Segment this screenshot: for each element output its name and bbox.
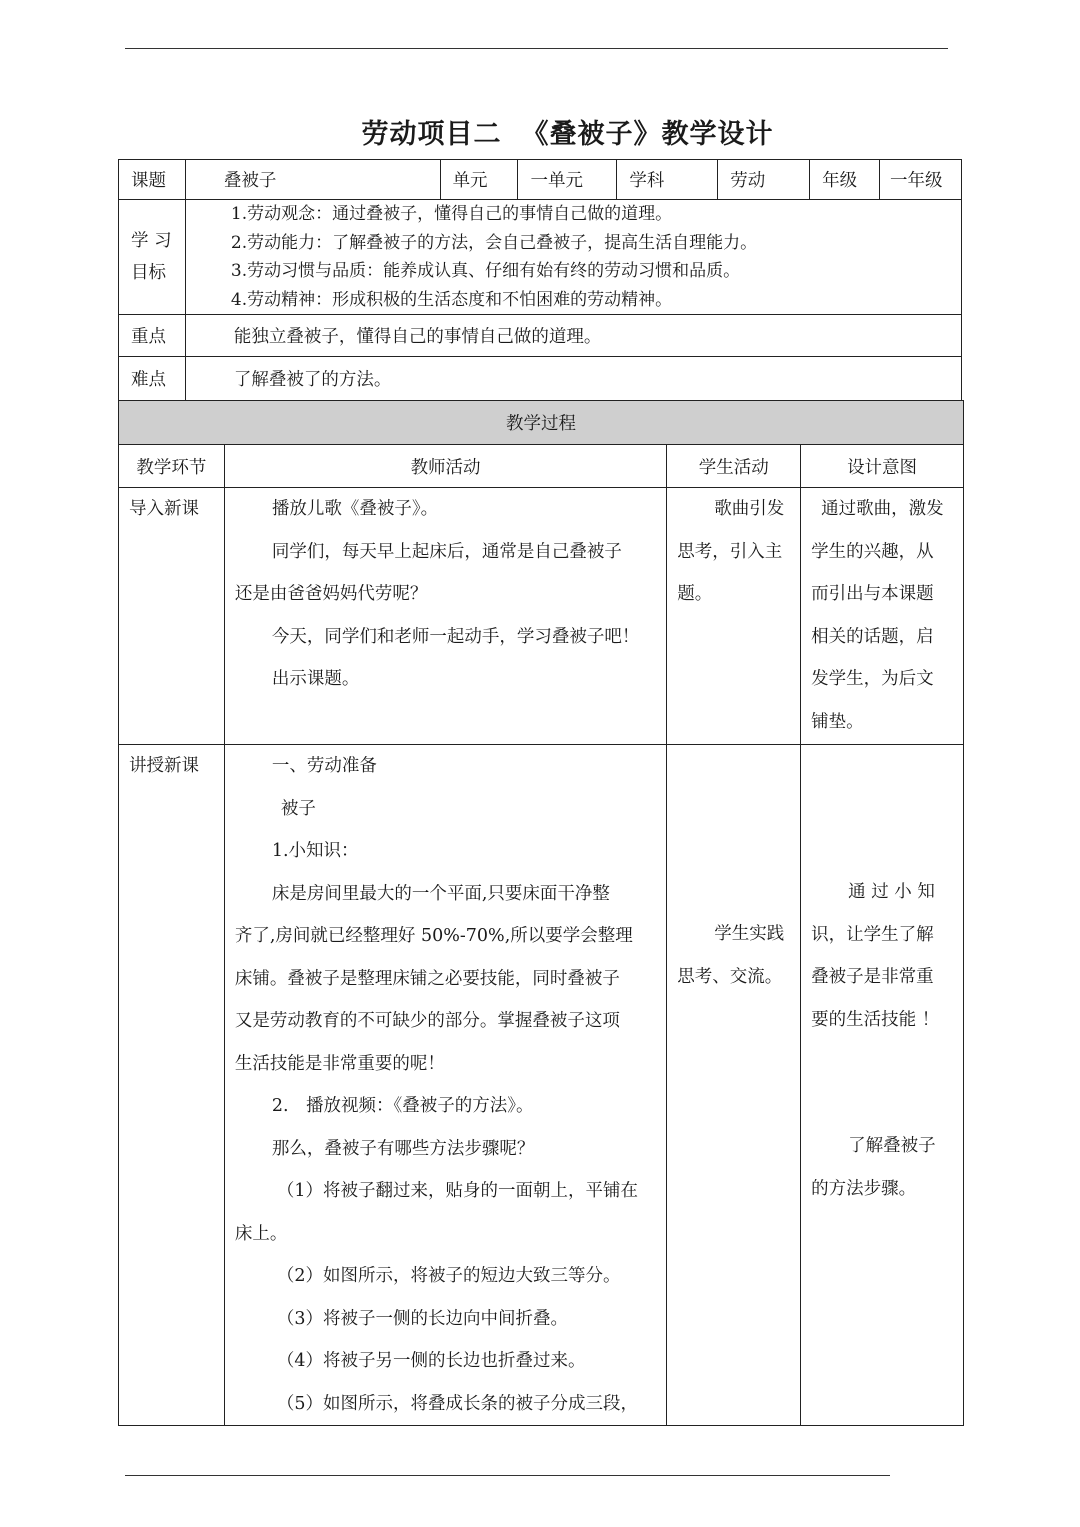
subject-label: 学科 (617, 160, 718, 200)
text-line: 还是由爸爸妈妈代劳呢？ (234, 584, 428, 604)
grade-label: 年级 (810, 160, 880, 200)
text-line: 播放儿歌《叠被子》。 (271, 499, 439, 519)
text-line: 发学生，为后文 (811, 669, 934, 689)
objectives-list (185, 200, 961, 315)
lecture-teacher-activity (224, 745, 666, 1426)
key-point-value: 能独立叠被子，懂得自己的事情自己做的道理。 (185, 315, 961, 357)
text-line: 学生实践 (714, 924, 785, 944)
process-header: 教学过程 (119, 401, 964, 445)
text-line: 1.小知识： (271, 841, 359, 861)
intro-student-activity (667, 488, 801, 745)
column-student-activity: 学生活动 (667, 445, 801, 488)
unit-label: 单元 (440, 160, 518, 200)
objectives-label-line2: 目标 (131, 263, 166, 283)
text-line: 一、劳动准备 (271, 756, 377, 776)
text-line: 要的生活技能 ！ (811, 1009, 940, 1030)
objectives-label-line1: 学 习 (131, 231, 172, 251)
text-line: 通过歌曲，激发 (821, 499, 944, 519)
objectives-label (119, 200, 186, 315)
lesson-info-table (118, 159, 962, 401)
text-line: 了解叠被子 (848, 1136, 936, 1156)
text-line: 识，让学生了解 (811, 924, 934, 945)
text-line: 铺垫。 (811, 711, 864, 732)
header-rule (125, 48, 948, 49)
grade-value: 一年级 (880, 160, 962, 200)
column-design-intent: 设计意图 (801, 445, 964, 488)
text-line: 床铺。叠被子是整理床铺之必要技能，同时叠被子 (234, 968, 620, 989)
teaching-process-table (118, 400, 964, 1426)
text-line: 床上。 (234, 1223, 288, 1244)
intro-design-intent (801, 488, 964, 745)
objective-item: 1.劳动观念：通过叠被子，懂得自己的事情自己做的道理。 (230, 204, 673, 224)
unit-value: 一单元 (518, 160, 617, 200)
text-line: 生活技能是非常重要的呢！ (234, 1053, 445, 1074)
text-line: 而引出与本课题 (811, 584, 934, 604)
text-line: （2）如图所示，将被子的短边大致三等分。 (276, 1266, 621, 1286)
objective-item: 4.劳动精神：形成积极的生活态度和不怕困难的劳动精神。 (230, 289, 673, 310)
subject-value: 劳动 (718, 160, 810, 200)
topic-value: 叠被子 (185, 160, 440, 200)
text-line: 思考，引入主 (677, 541, 783, 562)
text-line: 今天，同学们和老师一起动手，学习叠被子吧！ (271, 626, 640, 647)
text-line: 思考、交流。 (677, 966, 783, 987)
title-part2: 《叠被子》教学设计 (521, 119, 774, 150)
lecture-stage (119, 745, 225, 1426)
lecture-student-activity (667, 745, 801, 1426)
text-line: 同学们，每天早上起床后，通常是自己叠被子 (271, 541, 622, 562)
text-line: 床是房间里最大的一个平面,只要床面干净整 (271, 883, 610, 904)
lecture-design-intent (801, 745, 964, 1426)
text-line: 相关的话题，启 (811, 626, 934, 647)
text-line: 被子 (280, 798, 316, 819)
text-line: 又是劳动教育的不可缺少的部分。掌握叠被子这项 (234, 1011, 620, 1031)
text-line: 学生的兴趣，从 (811, 541, 934, 562)
objective-item: 3.劳动习惯与品质：能养成认真、仔细有始有终的劳动习惯和品质。 (230, 261, 741, 281)
text-line: 齐了,房间就已经整理好 50%-70%,所以要学会整理 (234, 926, 633, 946)
intro-teacher-activity (224, 488, 666, 745)
stage-label: 导入新课 (129, 499, 199, 519)
text-line: 的方法步骤。 (811, 1178, 917, 1199)
key-point-label: 重点 (119, 315, 186, 357)
column-stage: 教学环节 (119, 445, 225, 488)
objective-item: 2.劳动能力：了解叠被子的方法，会自己叠被子，提高生活自理能力。 (230, 232, 758, 253)
text-line: 2. 播放视频：《叠被子的方法》。 (271, 1096, 534, 1116)
text-line: （1）将被子翻过来，贴身的一面朝上，平铺在 (276, 1181, 638, 1201)
difficulty-value: 了解叠被了的方法。 (185, 357, 961, 401)
footer-rule (125, 1475, 890, 1476)
text-line: 通 过 小 知 (848, 882, 935, 902)
difficulty-label: 难点 (119, 357, 186, 401)
text-line: （4）将被子另一侧的长边也折叠过来。 (276, 1351, 586, 1371)
text-line: 那么，叠被子有哪些方法步骤呢？ (271, 1138, 535, 1159)
text-line: 歌曲引发 (714, 499, 785, 519)
text-line: 题。 (677, 584, 713, 604)
stage-label: 讲授新课 (129, 756, 199, 776)
text-line: （5）如图所示，将叠成长条的被子分成三段， (276, 1393, 638, 1414)
intro-stage (119, 488, 225, 745)
text-line: 叠被子是非常重 (811, 967, 934, 987)
topic-label: 课题 (119, 160, 186, 200)
column-teacher-activity: 教师活动 (224, 445, 666, 488)
title-part1: 劳动项目二 (361, 119, 502, 150)
text-line: （3）将被子一侧的长边向中间折叠。 (276, 1308, 568, 1329)
document-title (0, 112, 1080, 151)
text-line: 出示课题。 (271, 669, 360, 689)
